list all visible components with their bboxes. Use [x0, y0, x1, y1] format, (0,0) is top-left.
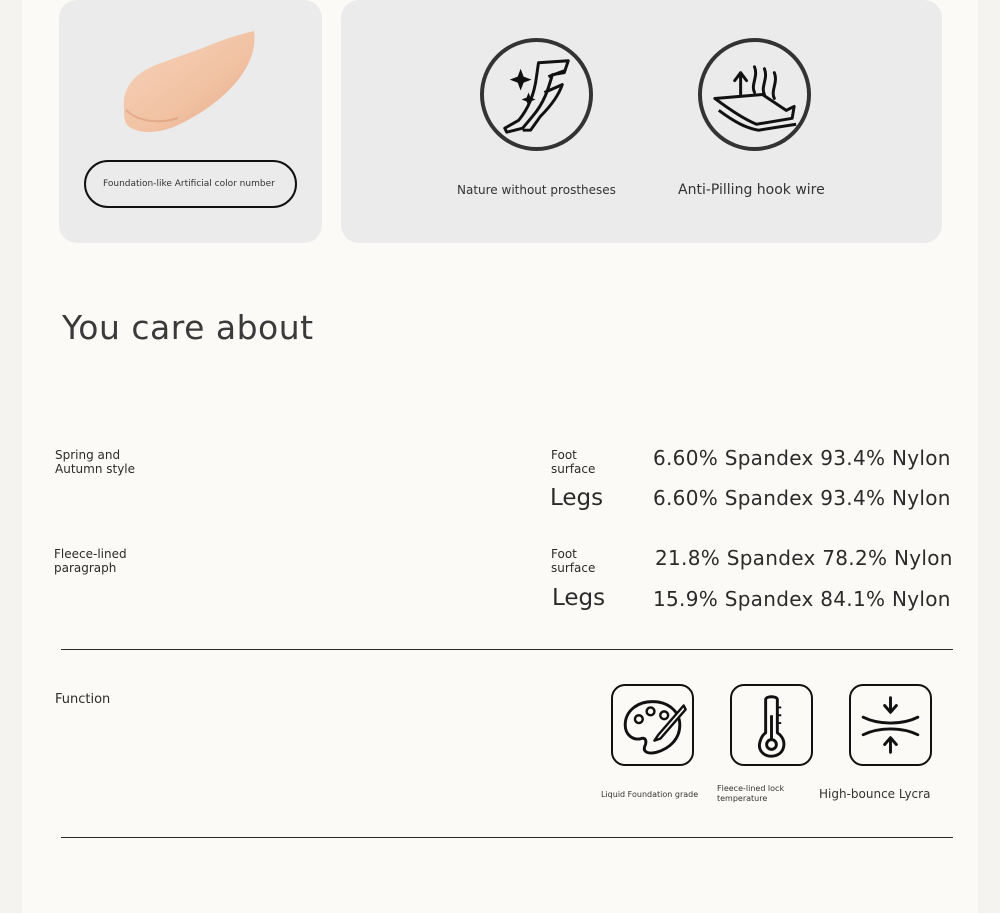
legs-composition: 15.9% Spandex 84.1% Nylon — [653, 587, 951, 611]
divider-bottom — [61, 837, 953, 838]
function-caption-liquid-foundation: Liquid Foundation grade — [601, 790, 699, 799]
feature-label-anti-pilling: Anti-Pilling hook wire — [678, 182, 825, 198]
fabric-wave-icon — [697, 37, 812, 152]
function-caption-fleece-lined: Fleece-lined lock temperature — [717, 784, 785, 803]
function-caption-high-bounce: High-bounce Lycra — [819, 787, 931, 801]
foundation-swatch-image — [118, 28, 258, 136]
legs-label: Legs — [550, 485, 604, 511]
legs-label: Legs — [552, 585, 606, 611]
divider-top — [61, 649, 953, 650]
thermometer-icon — [730, 684, 813, 766]
style-name-spring-autumn: Spring and Autumn style — [55, 448, 136, 476]
color-number-text: Foundation-like Artificial color number — [103, 179, 275, 189]
section-title: You care about — [62, 308, 314, 347]
foot-surface-label: Foot surface — [551, 547, 596, 575]
compression-icon — [849, 684, 932, 766]
foot-composition: 6.60% Spandex 93.4% Nylon — [653, 446, 951, 470]
foot-surface-label: Foot surface — [551, 448, 596, 476]
function-label: Function — [55, 692, 111, 707]
palette-icon — [611, 684, 694, 766]
foot-composition: 21.8% Spandex 78.2% Nylon — [655, 546, 953, 570]
style-name-fleece-lined: Fleece-lined paragraph — [54, 547, 127, 575]
color-number-pill — [84, 160, 297, 208]
legs-composition: 6.60% Spandex 93.4% Nylon — [653, 486, 951, 510]
features-card — [341, 0, 942, 243]
leg-sparkle-icon — [479, 37, 594, 152]
feature-label-nature: Nature without prostheses — [457, 183, 616, 197]
